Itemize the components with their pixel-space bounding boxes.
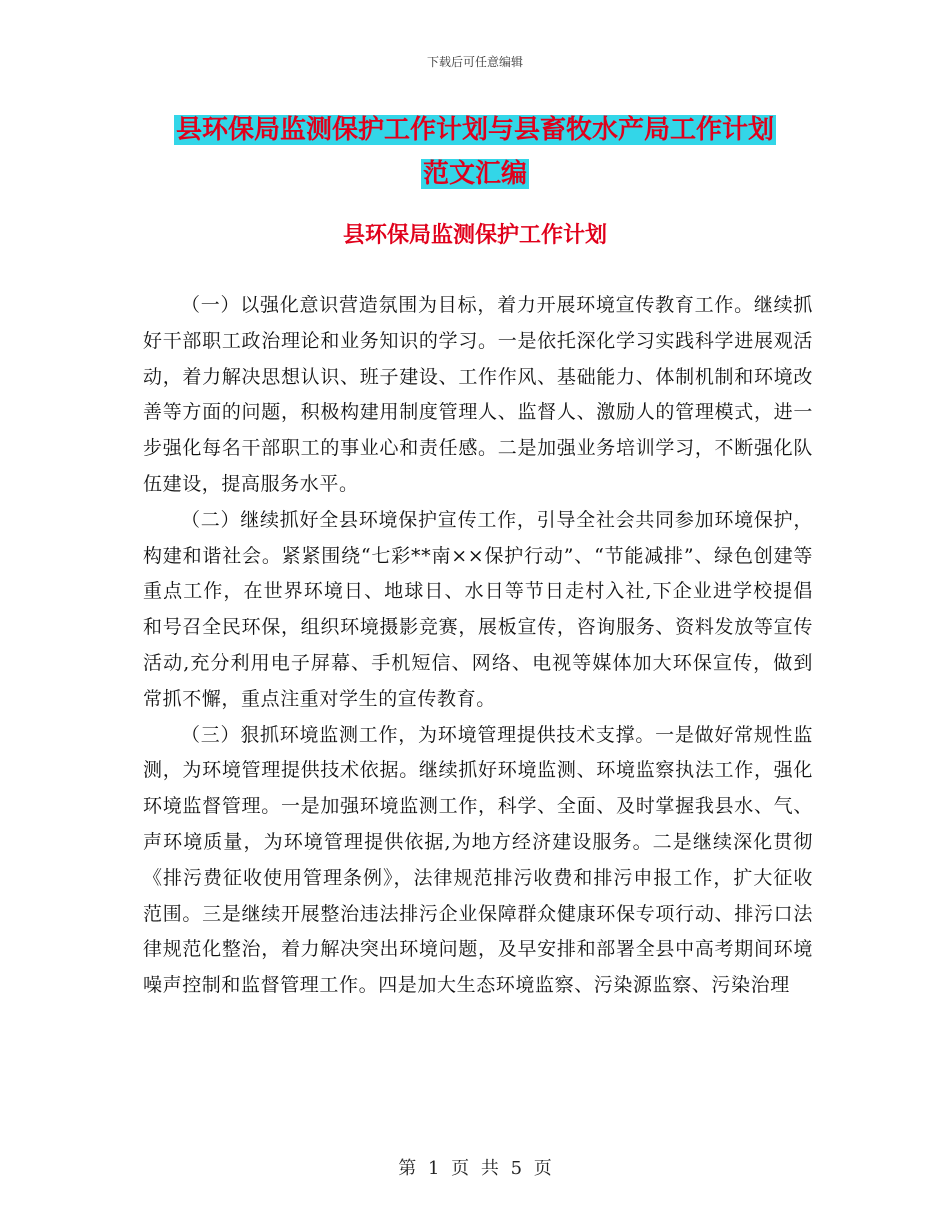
paragraph-2: （二）继续抓好全县环境保护宣传工作，引导全社会共同参加环境保护，构建和谐社会。紧紧围绕“七彩**南××保护行动”、“节能减排”、绿色创建等重点工作，在世界环境日、地球日、水日等节日走村入社,下企业进学校提倡和号召全民环保，组织环境摄影竞赛，展板宣传，咨询服务、资料发放等宣传活动,充分利用电子屏幕、手机短信、网络、电视等媒体加大环保宣传，做到常抓不懈，重点注重对学生的宣传教育。 — [143, 508, 813, 710]
document-title-line-1: 县环保局监测保护工作计划与县畜牧水产局工作计划 — [175, 115, 774, 145]
document-body — [143, 288, 813, 1004]
section-title: 县环保局监测保护工作计划 — [342, 223, 607, 248]
paragraph-1: （一）以强化意识营造氛围为目标，着力开展环境宣传教育工作。继续抓好干部职工政治理论和业务知识的学习。一是依托深化学习实践科学进展观活动，着力解决思想认识、班子建设、工作作风、基础能力、体制机制和环境改善等方面的问题，积极构建用制度管理人、监督人、激励人的管理模式，进一步强化每名干部职工的事业心和责任感。二是加强业务培训学习，不断强化队伍建设，提高服务水平。 — [143, 294, 813, 495]
document-title-line-2: 范文汇编 — [422, 159, 527, 189]
document-title — [0, 112, 950, 148]
page-footer: 第 1 页 共 5 页 — [398, 1158, 552, 1179]
header-note: 下载后可任意编辑 — [426, 55, 523, 69]
paragraph-3: （三）狠抓环境监测工作，为环境管理提供技术支撑。一是做好常规性监测，为环境管理提供技术依据。继续抓好环境监测、环境监察执法工作，强化环境监督管理。一是加强环境监测工作，科学、全面、及时掌握我县水、气、声环境质量，为环境管理提供依据,为地方经济建设服务。二是继续深化贯彻《排污费征收使用管理条例》，法律规范排污收费和排污申报工作，扩大征收范围。三是继续开展整治违法排污企业保障群众健康环保专项行动、排污口法律规范化整治，着力解决突出环境问题，及早安排和部署全县中高考期间环境噪声控制和监督管理工作。四是加大生态环境监察、污染源监察、污染治理 — [143, 723, 813, 997]
document-title-continued — [0, 156, 950, 192]
